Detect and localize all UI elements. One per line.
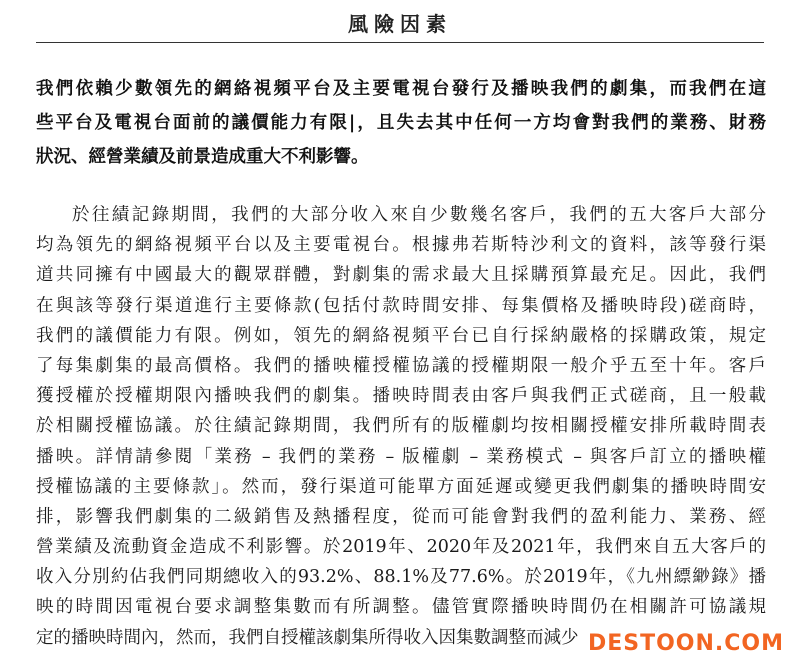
body-line: 授權協議的主要條款」。然而，發行渠道可能單方面延遲或變更我們劇集的播映時間安	[36, 476, 766, 497]
body-line: 定的播映時間內，然而，我們自授權該劇集所得收入因集數調整而減少	[36, 627, 579, 648]
body-line: 映的時間因電視台要求調整集數而有所調整。儘管實際播映時間仍在相關許可協議規	[36, 597, 766, 618]
body-line: 排，影響我們劇集的二級銷售及熱播程度，從而可能會對我們的盈利能力、業務、經	[36, 506, 766, 527]
body-line: 均為領先的網絡視頻平台以及主要電視台。根據弗若斯特沙利文的資料，該等發行渠	[36, 235, 766, 256]
body-line: 於往績記錄期間，我們的大部分收入來自少數幾名客戶，我們的五大客戶大部分	[72, 205, 766, 225]
title-divider	[36, 42, 764, 43]
body-line: 於相關授權協議。於往績記錄期間，我們所有的版權劇均按相關授權安排所載時間表	[36, 416, 766, 437]
heading-line: 狀況、經營業績及前景造成重大不利影響。	[36, 147, 369, 167]
heading-line: 我們依賴少數領先的網絡視頻平台及主要電視台發行及播映我們的劇集，而我們在這	[36, 79, 766, 99]
heading-line: 些平台及電視台面前的議價能力有限|，且失去其中任何一方均會對我們的業務、財務	[36, 113, 766, 133]
body-line: 營業績及流動資金造成不利影響。於2019年、2020年及2021年，我們來自五大客戶的	[36, 537, 766, 558]
body-line: 在與該等發行渠道進行主要條款(包括付款時間安排、每集價格及播映時段)磋商時，	[36, 295, 766, 316]
watermark-logo: DESTOON.COM	[582, 630, 786, 658]
body-line: 道共同擁有中國最大的觀眾群體，對劇集的需求最大且採購預算最充足。因此，我們	[36, 265, 766, 286]
section-title: 風險因素	[348, 12, 452, 36]
body-paragraph	[36, 200, 766, 653]
body-line: 我們的議價能力有限。例如，領先的網絡視頻平台已自行採納嚴格的採購政策，規定	[36, 325, 766, 346]
body-line: 了每集劇集的最高價格。我們的播映權授權協議的授權期限一般介乎五至十年。客戶	[36, 355, 766, 376]
body-line: 獲授權於授權期限內播映我們的劇集。播映時間表由客戶與我們正式磋商，且一般載	[36, 386, 766, 407]
risk-heading	[36, 72, 766, 174]
body-line: 播映。詳情請參閱「業務 – 我們的業務 – 版權劇 – 業務模式 – 與客戶訂立的播映權	[36, 446, 766, 467]
body-line: 收入分別約佔我們同期總收入的93.2%、88.1%及77.6%。於2019年，《九州縹緲錄》播	[36, 567, 766, 588]
